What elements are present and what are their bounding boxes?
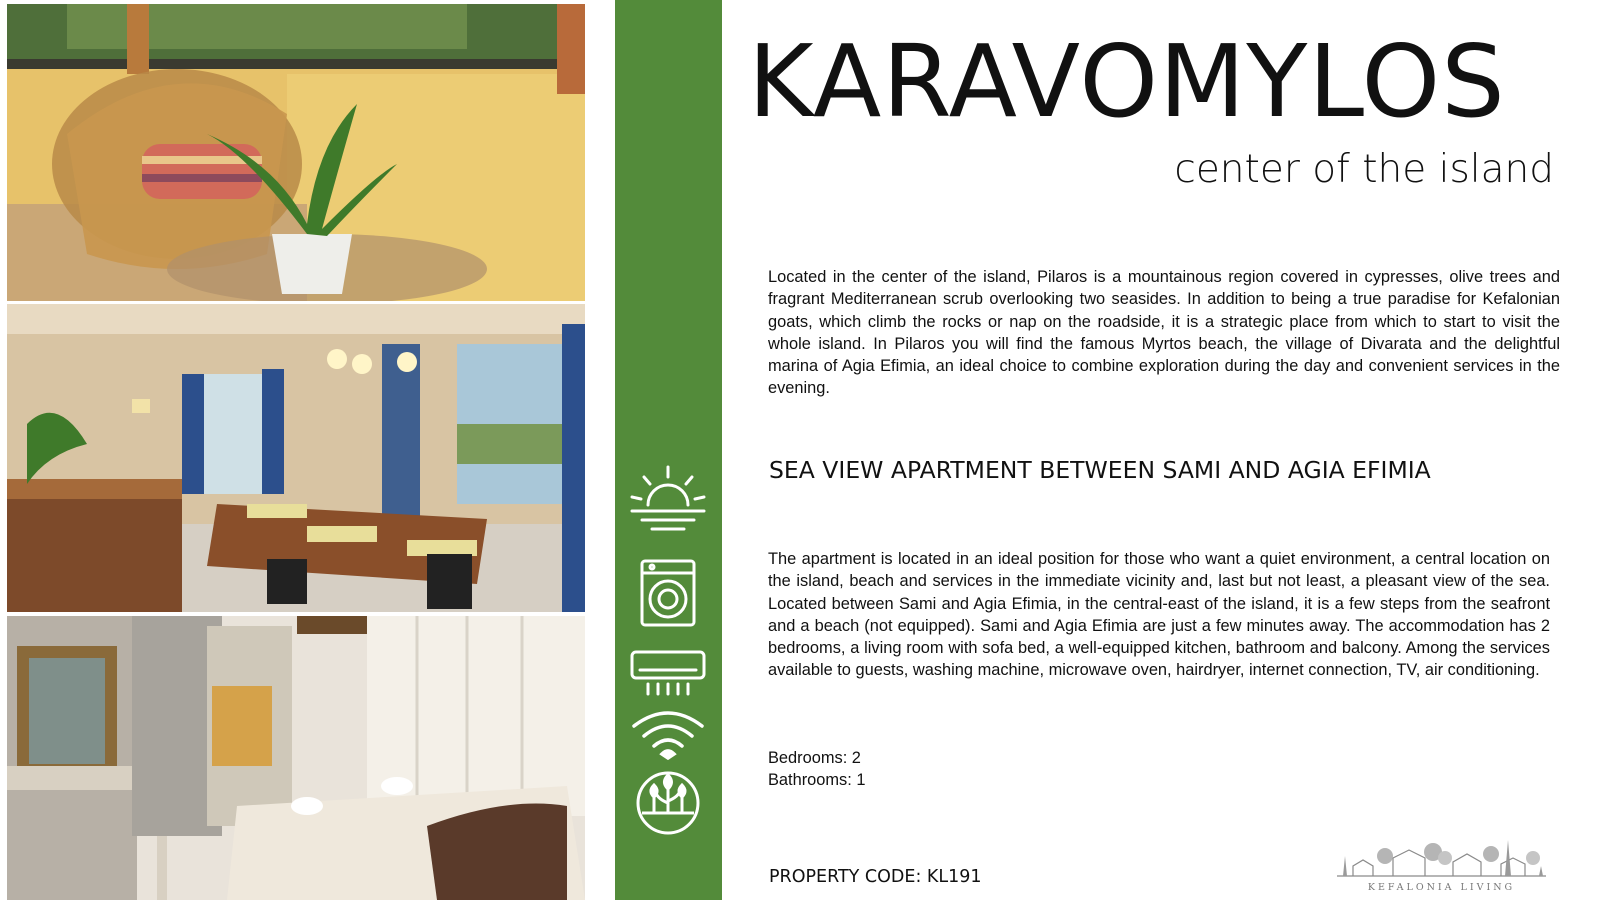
intro-paragraph: Located in the center of the island, Pilaros is a mountainous region covered in cypresses, olive trees and fragrant Mediterranean scrub overlooking two seasides. In addition to being a true paradise for Kefalonian goats, which climb the rocks or nap on the roadside, it is a strategic place from which to start to visit the whole island. In Pilaros you will find the famous Myrtos beach, the village of Divarata and the delightful marina of Agia Efimia, an ideal choice to combine exploration during the day and convenient services in the evening. [768, 268, 1560, 398]
air-conditioner-icon [628, 650, 708, 696]
bedrooms-count: Bedrooms: 2 [768, 749, 861, 767]
bathrooms-count: Bathrooms: 1 [768, 771, 866, 790]
sunrise-icon [628, 463, 708, 535]
kefalonia-living-logo [1333, 836, 1550, 900]
photo-balcony [7, 4, 585, 301]
logo-text: KEFALONIA LIVING [1367, 882, 1516, 893]
property-code: PROPERTY CODE: KL191 [769, 867, 982, 887]
property-specs [768, 747, 865, 792]
washing-machine-icon [628, 559, 708, 627]
garden-icon [628, 771, 708, 835]
page-subtitle: center of the island [1174, 147, 1554, 192]
green-sidebar [615, 0, 722, 900]
photo-bedroom [7, 616, 585, 900]
description-paragraph: The apartment is located in an ideal position for those who want a quiet environment, a central location on the island, beach and services in the immediate vicinity and, last but not least, a pleasant view of the sea. Located between Sami and Agia Efimia, in the central-east of the island, it is a few steps from the seafront and a beach (not equipped). Sami and Agia Efimia are just a few minutes away. The accommodation has 2 bedrooms, a living room with sofa bed, a well-equipped kitchen, bathroom and balcony. Among the services available to guests, washing machine, microwave oven, hairdryer, internet connection, TV, air conditioning. [768, 550, 1550, 680]
wifi-icon [628, 710, 708, 760]
photo-living-room [7, 304, 585, 612]
section-heading: SEA VIEW APARTMENT BETWEEN SAMI AND AGIA EFIMIA [769, 456, 1431, 484]
page-title: KARAVOMYLOS [748, 23, 1506, 140]
